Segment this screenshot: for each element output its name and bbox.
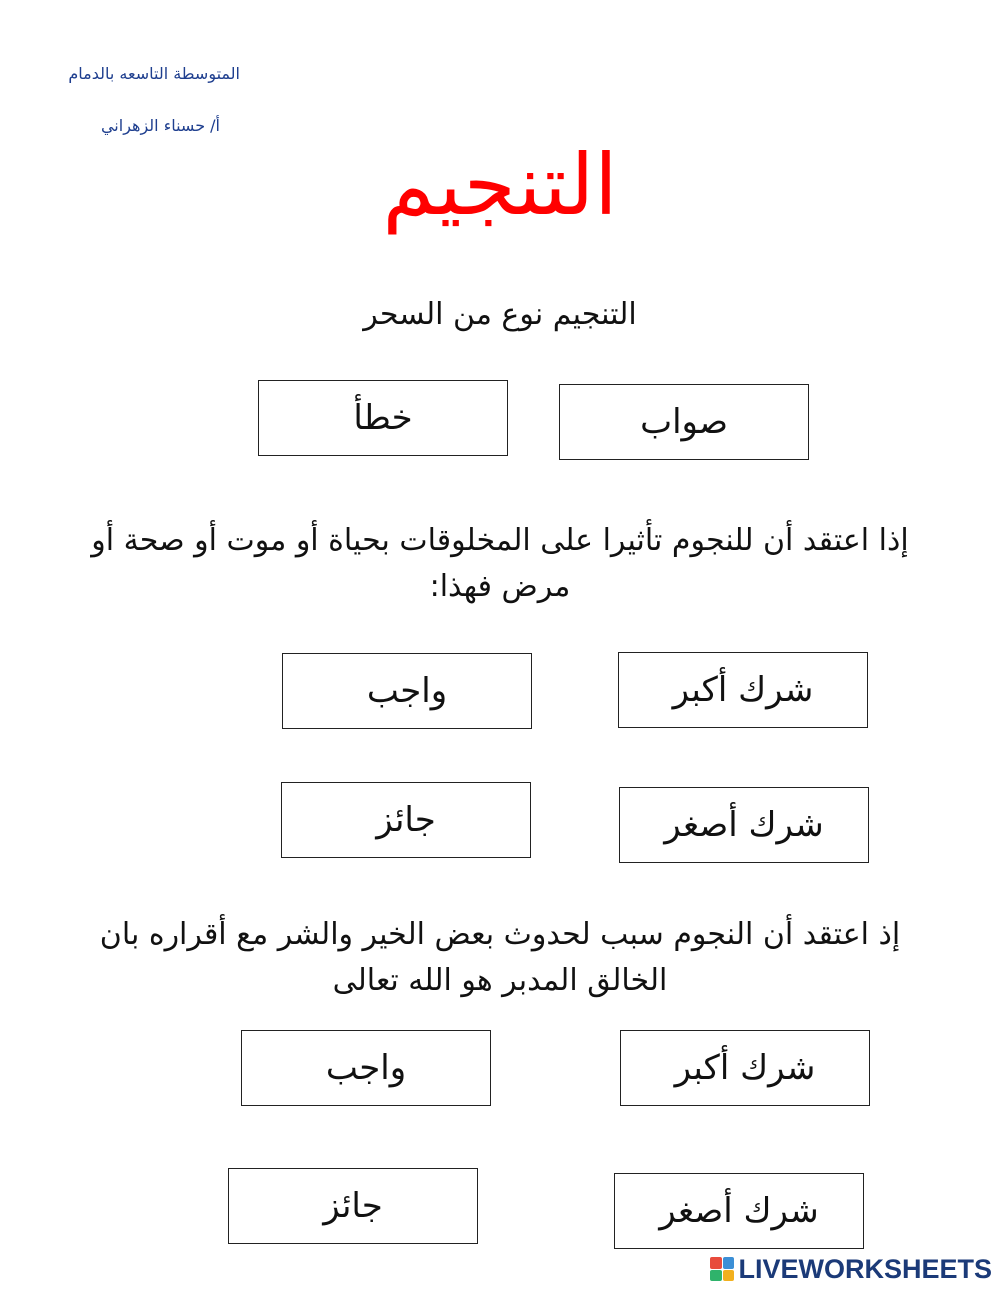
- school-name: المتوسطة التاسعه بالدمام: [68, 64, 240, 83]
- q1-option-false[interactable]: خطأ: [258, 380, 508, 456]
- teacher-name: أ/ حسناء الزهراني: [100, 116, 220, 135]
- question-1-text: التنجيم نوع من السحر: [363, 297, 637, 332]
- q3-option-minor-shirk[interactable]: شرك أصغر: [614, 1173, 864, 1249]
- q2-option-minor-shirk[interactable]: شرك أصغر: [619, 787, 869, 863]
- worksheet-title: التنجيم: [382, 136, 618, 234]
- logo-tile: [710, 1257, 722, 1269]
- q3-option-obligatory[interactable]: واجب: [241, 1030, 491, 1106]
- logo-tile: [710, 1270, 722, 1282]
- question-2-text: إذا اعتقد أن للنجوم تأثيرا على المخلوقات بحياة أو موت أو صحة أو مرض فهذا:: [91, 523, 909, 604]
- liveworksheets-logo-icon: [710, 1257, 734, 1281]
- q2-option-obligatory[interactable]: واجب: [282, 653, 532, 729]
- liveworksheets-logo[interactable]: [710, 1253, 992, 1285]
- q2-option-major-shirk[interactable]: شرك أكبر: [618, 652, 868, 728]
- q3-option-permissible[interactable]: جائز: [228, 1168, 478, 1244]
- q2-option-permissible[interactable]: جائز: [281, 782, 531, 858]
- question-3-text: إذ اعتقد أن النجوم سبب لحدوث بعض الخير والشر مع أقراره بان الخالق المدبر هو الله تعالى: [99, 917, 901, 998]
- brand-name: LIVEWORKSHEETS: [738, 1253, 992, 1284]
- logo-tile: [723, 1257, 735, 1269]
- logo-tile: [723, 1270, 735, 1282]
- q1-option-true[interactable]: صواب: [559, 384, 809, 460]
- q3-option-major-shirk[interactable]: شرك أكبر: [620, 1030, 870, 1106]
